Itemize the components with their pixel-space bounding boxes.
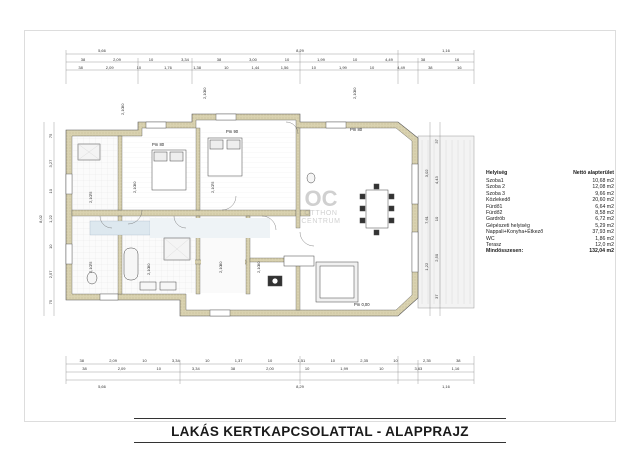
dimension-label: 16	[454, 57, 460, 62]
dimension-label: 10	[369, 65, 375, 70]
watermark-line1: OTTHON	[304, 210, 338, 217]
dimension-label: 38	[79, 358, 84, 363]
area-table-header	[486, 170, 614, 176]
dimension-label: 38	[216, 57, 222, 62]
opening-label: 90	[202, 87, 207, 92]
room-label-1: Pm 80	[152, 142, 165, 147]
dimension-label: 75	[48, 299, 53, 305]
dimension-label: 38	[78, 65, 83, 70]
dimension-label: 1,16	[451, 366, 460, 371]
dimension-label: 2,57	[48, 270, 53, 279]
dimension-label: 10	[224, 65, 229, 70]
dimension-label: 4,43	[434, 176, 439, 185]
row-room-name: Gépészeti helyiség	[486, 222, 530, 229]
opening-label: 2,10	[88, 265, 93, 273]
dimension-label: 38	[456, 358, 461, 363]
dimension-label: 10	[204, 358, 210, 363]
sink-2	[160, 282, 176, 290]
dimension-label: 2,00	[266, 366, 274, 371]
title-rule-top	[134, 418, 506, 419]
opening-label: 75	[88, 191, 93, 196]
dimension-label: 38	[82, 366, 87, 371]
opening-label: 2,10	[202, 91, 207, 99]
row-room-area: 20,60 m2	[592, 197, 614, 204]
room-label-3: Pm 80	[350, 127, 363, 132]
area-table-header-room: Helyiség	[486, 170, 508, 176]
dimension-label: 2,09	[109, 358, 117, 363]
dimension-label: 10	[379, 366, 384, 371]
opening-label: 90	[352, 87, 357, 92]
row-room-area: 8,58 m2	[595, 210, 614, 217]
area-table-header-area: Nettó alapterület	[573, 170, 614, 176]
dimension-label: 5,66	[98, 384, 106, 389]
dimension-label: 1,16	[442, 48, 450, 53]
row-room-name: Nappali+Konyha+Étkező	[486, 229, 544, 236]
row-room-area: 12,08 m2	[592, 184, 614, 191]
room-label-4: Pm 0,00	[354, 302, 370, 307]
dimension-label: 3,27	[48, 159, 53, 168]
row-room-name: Gardrób	[486, 216, 506, 223]
dimension-label: 10	[136, 65, 142, 70]
opening-label: 80	[218, 261, 223, 266]
dimension-label: 10	[393, 358, 398, 363]
bottom-dims-row3	[98, 384, 451, 389]
row-room-name: Közlekedő	[486, 197, 511, 204]
row-room-area: 6,72 m2	[595, 216, 614, 223]
dimension-label: 10	[284, 57, 290, 62]
bathtub	[124, 248, 138, 280]
dimension-label: 3,34	[191, 366, 200, 371]
dimension-label: 2,09	[117, 366, 126, 371]
row-room-area: 1,86 m2	[595, 235, 614, 242]
dimension-label: 4,49	[397, 65, 405, 70]
row-room-name: Fürdő2	[486, 210, 503, 217]
left-dims	[48, 133, 53, 304]
dimension-label: 10	[148, 57, 154, 62]
opening-label: 2,10	[120, 107, 125, 115]
row-room-name: Szoba1	[486, 178, 504, 184]
opening-label: 90	[132, 181, 137, 186]
dimension-label: 10	[330, 358, 336, 363]
row-room-name: Szoba 2	[486, 184, 506, 191]
opening-label: 90	[120, 103, 125, 108]
opening-label: 2,10	[146, 267, 151, 275]
opening-label: 2,10	[210, 185, 215, 193]
total-label: Mindösszesen:	[486, 248, 524, 255]
row-room-area: 6,64 m2	[595, 203, 614, 210]
dining-table	[366, 190, 388, 228]
watermark-line2: CENTRUM	[301, 218, 341, 225]
opening-label: 75	[210, 181, 215, 186]
row-room-name: Fürdő1	[486, 203, 503, 210]
dimension-label: 5,66	[98, 48, 106, 53]
dimension-label: 10	[311, 65, 316, 70]
dimension-label: 1,99	[317, 57, 325, 62]
dimension-label: 8,29	[296, 48, 304, 53]
dimension-label: 8,29	[296, 384, 304, 389]
top-dims-row2	[81, 57, 460, 62]
watermark	[294, 188, 348, 226]
row-room-area: 5,29 m2	[595, 222, 614, 229]
dimension-label: 1,22	[48, 215, 53, 223]
dimension-label: 3,63	[414, 366, 423, 371]
watermark-mark: OC	[304, 186, 338, 211]
row-room-area: 10,68 m2	[592, 178, 614, 184]
total-area: 132,04 m2	[589, 248, 614, 255]
bottom-dims-row2	[82, 366, 460, 371]
opening-label: 2,10	[352, 91, 357, 99]
dimension-label: 3,34	[181, 57, 189, 62]
dimension-label: 2,09	[113, 57, 121, 62]
dimension-label: 38	[420, 57, 426, 62]
dimension-label: 1,22	[424, 262, 429, 271]
top-dims-row3	[78, 65, 462, 70]
dimension-label: 38	[230, 366, 236, 371]
area-table	[486, 170, 614, 255]
dimension-label: 37	[434, 294, 439, 299]
dimension-label: 2,35	[423, 358, 431, 363]
row-room-name: Szoba 3	[486, 190, 506, 197]
title-rule-bottom	[134, 442, 506, 443]
opening-label: 90	[146, 263, 151, 268]
opening-label: 90	[256, 261, 261, 266]
dimension-label: 38	[428, 65, 433, 70]
dimension-label: 3,00	[249, 57, 257, 62]
dimension-label: 1,76	[164, 65, 172, 70]
dimension-label: 4,49	[385, 57, 393, 62]
bottom-dims-row1	[79, 358, 461, 363]
room-label-2: Pm 90	[226, 129, 239, 134]
dimension-label: 3,02	[424, 169, 429, 178]
dimension-label: 10	[267, 358, 273, 363]
opening-label: 2,10	[218, 265, 223, 273]
dimension-label: 2,50	[434, 253, 439, 262]
toilet-2	[307, 173, 315, 183]
dimension-label: 1,38	[193, 65, 201, 70]
dimension-label: 1,44	[251, 65, 260, 70]
dimension-label: 1,37	[234, 358, 243, 363]
row-room-area: 12,0 m2	[595, 242, 614, 249]
area-table-total	[486, 248, 614, 254]
dimension-label: 1,16	[442, 384, 450, 389]
opening-label: 2,10	[256, 265, 261, 273]
page-title: LAKÁS KERTKAPCSOLATTAL - ALAPPRAJZ	[171, 424, 469, 439]
row-room-area: 37,93 m2	[592, 229, 614, 236]
dimension-label: 3,34	[171, 358, 180, 363]
dimension-label: 1,99	[339, 65, 347, 70]
dimension-label: 2,09	[105, 65, 114, 70]
sink-1	[140, 282, 156, 290]
dimension-label: 10	[304, 366, 310, 371]
dimension-label: 38	[80, 57, 86, 62]
dimension-label: 16	[457, 65, 462, 70]
row-room-name: Terasz	[486, 242, 502, 249]
dimension-label: 10	[156, 366, 161, 371]
dimension-label: 10	[48, 189, 53, 194]
dimension-label: 2,35	[360, 358, 369, 363]
kitchen-counter	[284, 256, 314, 266]
dimension-label: 10	[434, 216, 439, 222]
area-table-rows	[486, 178, 614, 248]
dimension-label: 10	[352, 57, 358, 62]
dimension-label: 10	[48, 244, 53, 249]
dimension-label: 75	[48, 133, 53, 139]
corridor	[90, 221, 150, 235]
row-room-name: WC	[486, 235, 495, 242]
dimension-label: 7,61	[424, 216, 429, 224]
opening-label: 75	[88, 261, 93, 266]
left-total-dim: 8,02	[38, 215, 43, 223]
row-room-area: 9,66 m2	[595, 190, 614, 197]
opening-label: 2,10	[132, 185, 137, 193]
opening-label: 2,10	[88, 195, 93, 203]
corridor-2	[150, 218, 270, 238]
dimension-label: 1,99	[340, 366, 349, 371]
dimension-label: 10	[142, 358, 147, 363]
dimension-label: 1,56	[280, 65, 289, 70]
dimension-label: 1,51	[297, 358, 306, 363]
dimension-label: 37	[434, 139, 439, 144]
top-dims-row1	[98, 48, 451, 53]
